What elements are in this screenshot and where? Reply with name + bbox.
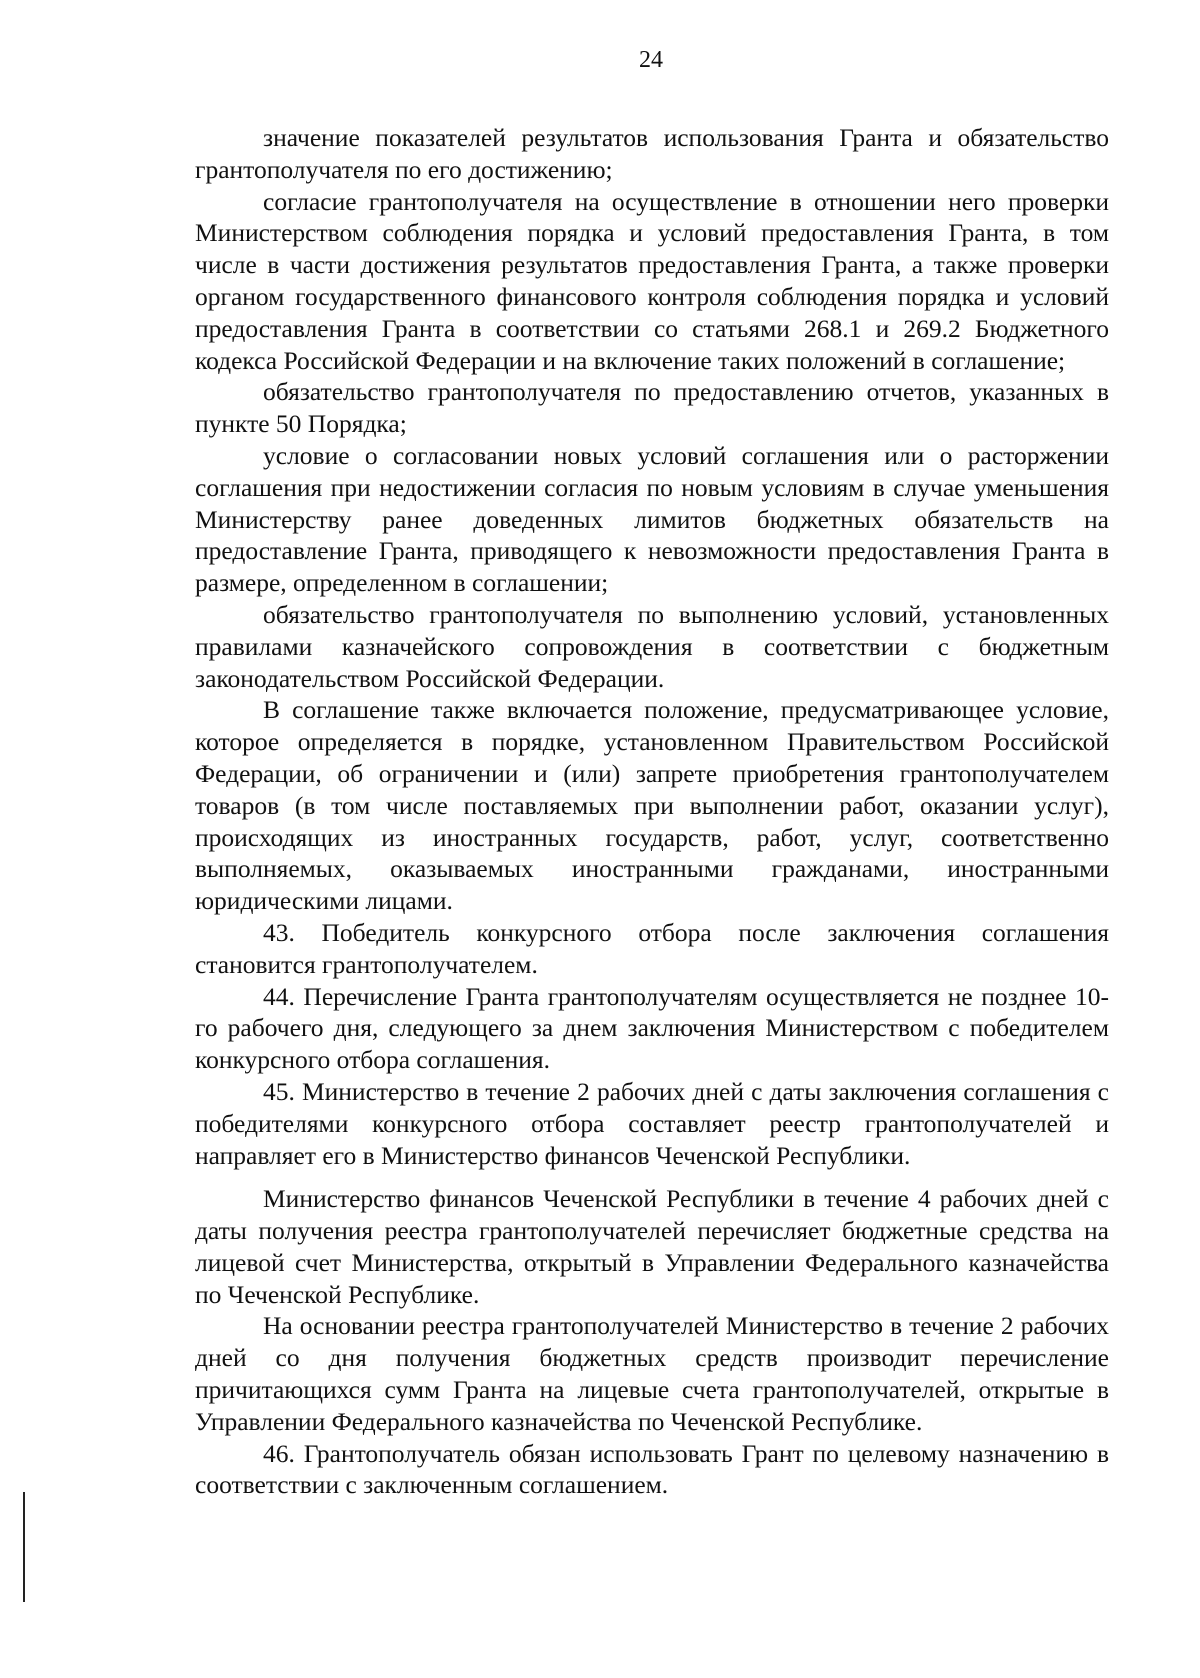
paragraph-new-conditions: условие о согласовании новых условий соглашения или о расторжении соглашения при недостижении согласия по новым условиям в случае уменьшения Министерству ранее доведенных лимитов бюджетных обязательств на предоставление Гранта, приводящего к невозможности предоставления Гранта в размере, определенном в соглашении;	[195, 440, 1109, 598]
paragraph-registry-transfer: На основании реестра грантополучателей Министерство в течение 2 рабочих дней со дня получения бюджетных средств производит перечисление причитающихся сумм Гранта на лицевые счета грантополучателей, открытые в Управлении Федерального казначейства по Чеченской Республике.	[195, 1311, 1109, 1436]
paragraph-45: 45. Министерство в течение 2 рабочих дней с даты заключения соглашения с победителями конкурсного отбора составляет реестр грантополучателей и направляет его в Министерство финансов Чеченской Республики.	[195, 1076, 1109, 1170]
paragraph-43: 43. Победитель конкурсного отбора после заключения соглашения становится грантополучателем.	[195, 917, 1109, 979]
page-number: 24	[639, 47, 663, 73]
paragraph-foreign-goods-restriction: В соглашение также включается положение, предусматривающее условие, которое определяется в порядке, установленном Правительством Российской Федерации, об ограничении и (или) запрете приобретения грантополучателем товаров (в том числе поставляемых при выполнении работ, оказании услуг), происходящих из иностранных государств, работ, услуг, соответственно выполняемых, оказываемых иностранными гражданами, иностранными юридическими лицами.	[195, 695, 1109, 916]
paragraph-audit-consent: согласие грантополучателя на осуществление в отношении него проверки Министерством соблюдения порядка и условий предоставления Гранта, в том числе в части достижения результатов предоставления Гранта, а также проверки органом государственного финансового контроля соблюдения порядка и условий предоставления Гранта в соответствии со статьями 268.1 и 269.2 Бюджетного кодекса Российской Федерации и на включение таких положений в соглашение;	[195, 186, 1109, 375]
paragraph-ministry-finance-transfer: Министерство финансов Чеченской Республики в течение 4 рабочих дней с даты получения реестра грантополучателей перечисляет бюджетные средства на лицевой счет Министерства, открытый в Управлении Федерального казначейства по Чеченской Республике.	[195, 1184, 1109, 1309]
binding-margin-line	[23, 1492, 25, 1602]
paragraph-treasury-support: обязательство грантополучателя по выполнению условий, установленных правилами казначейского сопровождения в соответствии с бюджетным законодательством Российской Федерации.	[195, 599, 1109, 693]
document-body	[195, 122, 1109, 1501]
paragraph-reporting-obligation: обязательство грантополучателя по предоставлению отчетов, указанных в пункте 50 Порядка;	[195, 377, 1109, 439]
paragraph-indicator-values: значение показателей результатов использования Гранта и обязательство грантополучателя по его достижению;	[195, 123, 1109, 184]
paragraph-44: 44. Перечисление Гранта грантополучателям осуществляется не позднее 10-го рабочего дня, следующего за днем заключения Министерством с победителем конкурсного отбора соглашения.	[195, 981, 1109, 1075]
paragraph-46: 46. Грантополучатель обязан использовать Грант по целевому назначению в соответствии с заключенным соглашением.	[195, 1438, 1109, 1500]
